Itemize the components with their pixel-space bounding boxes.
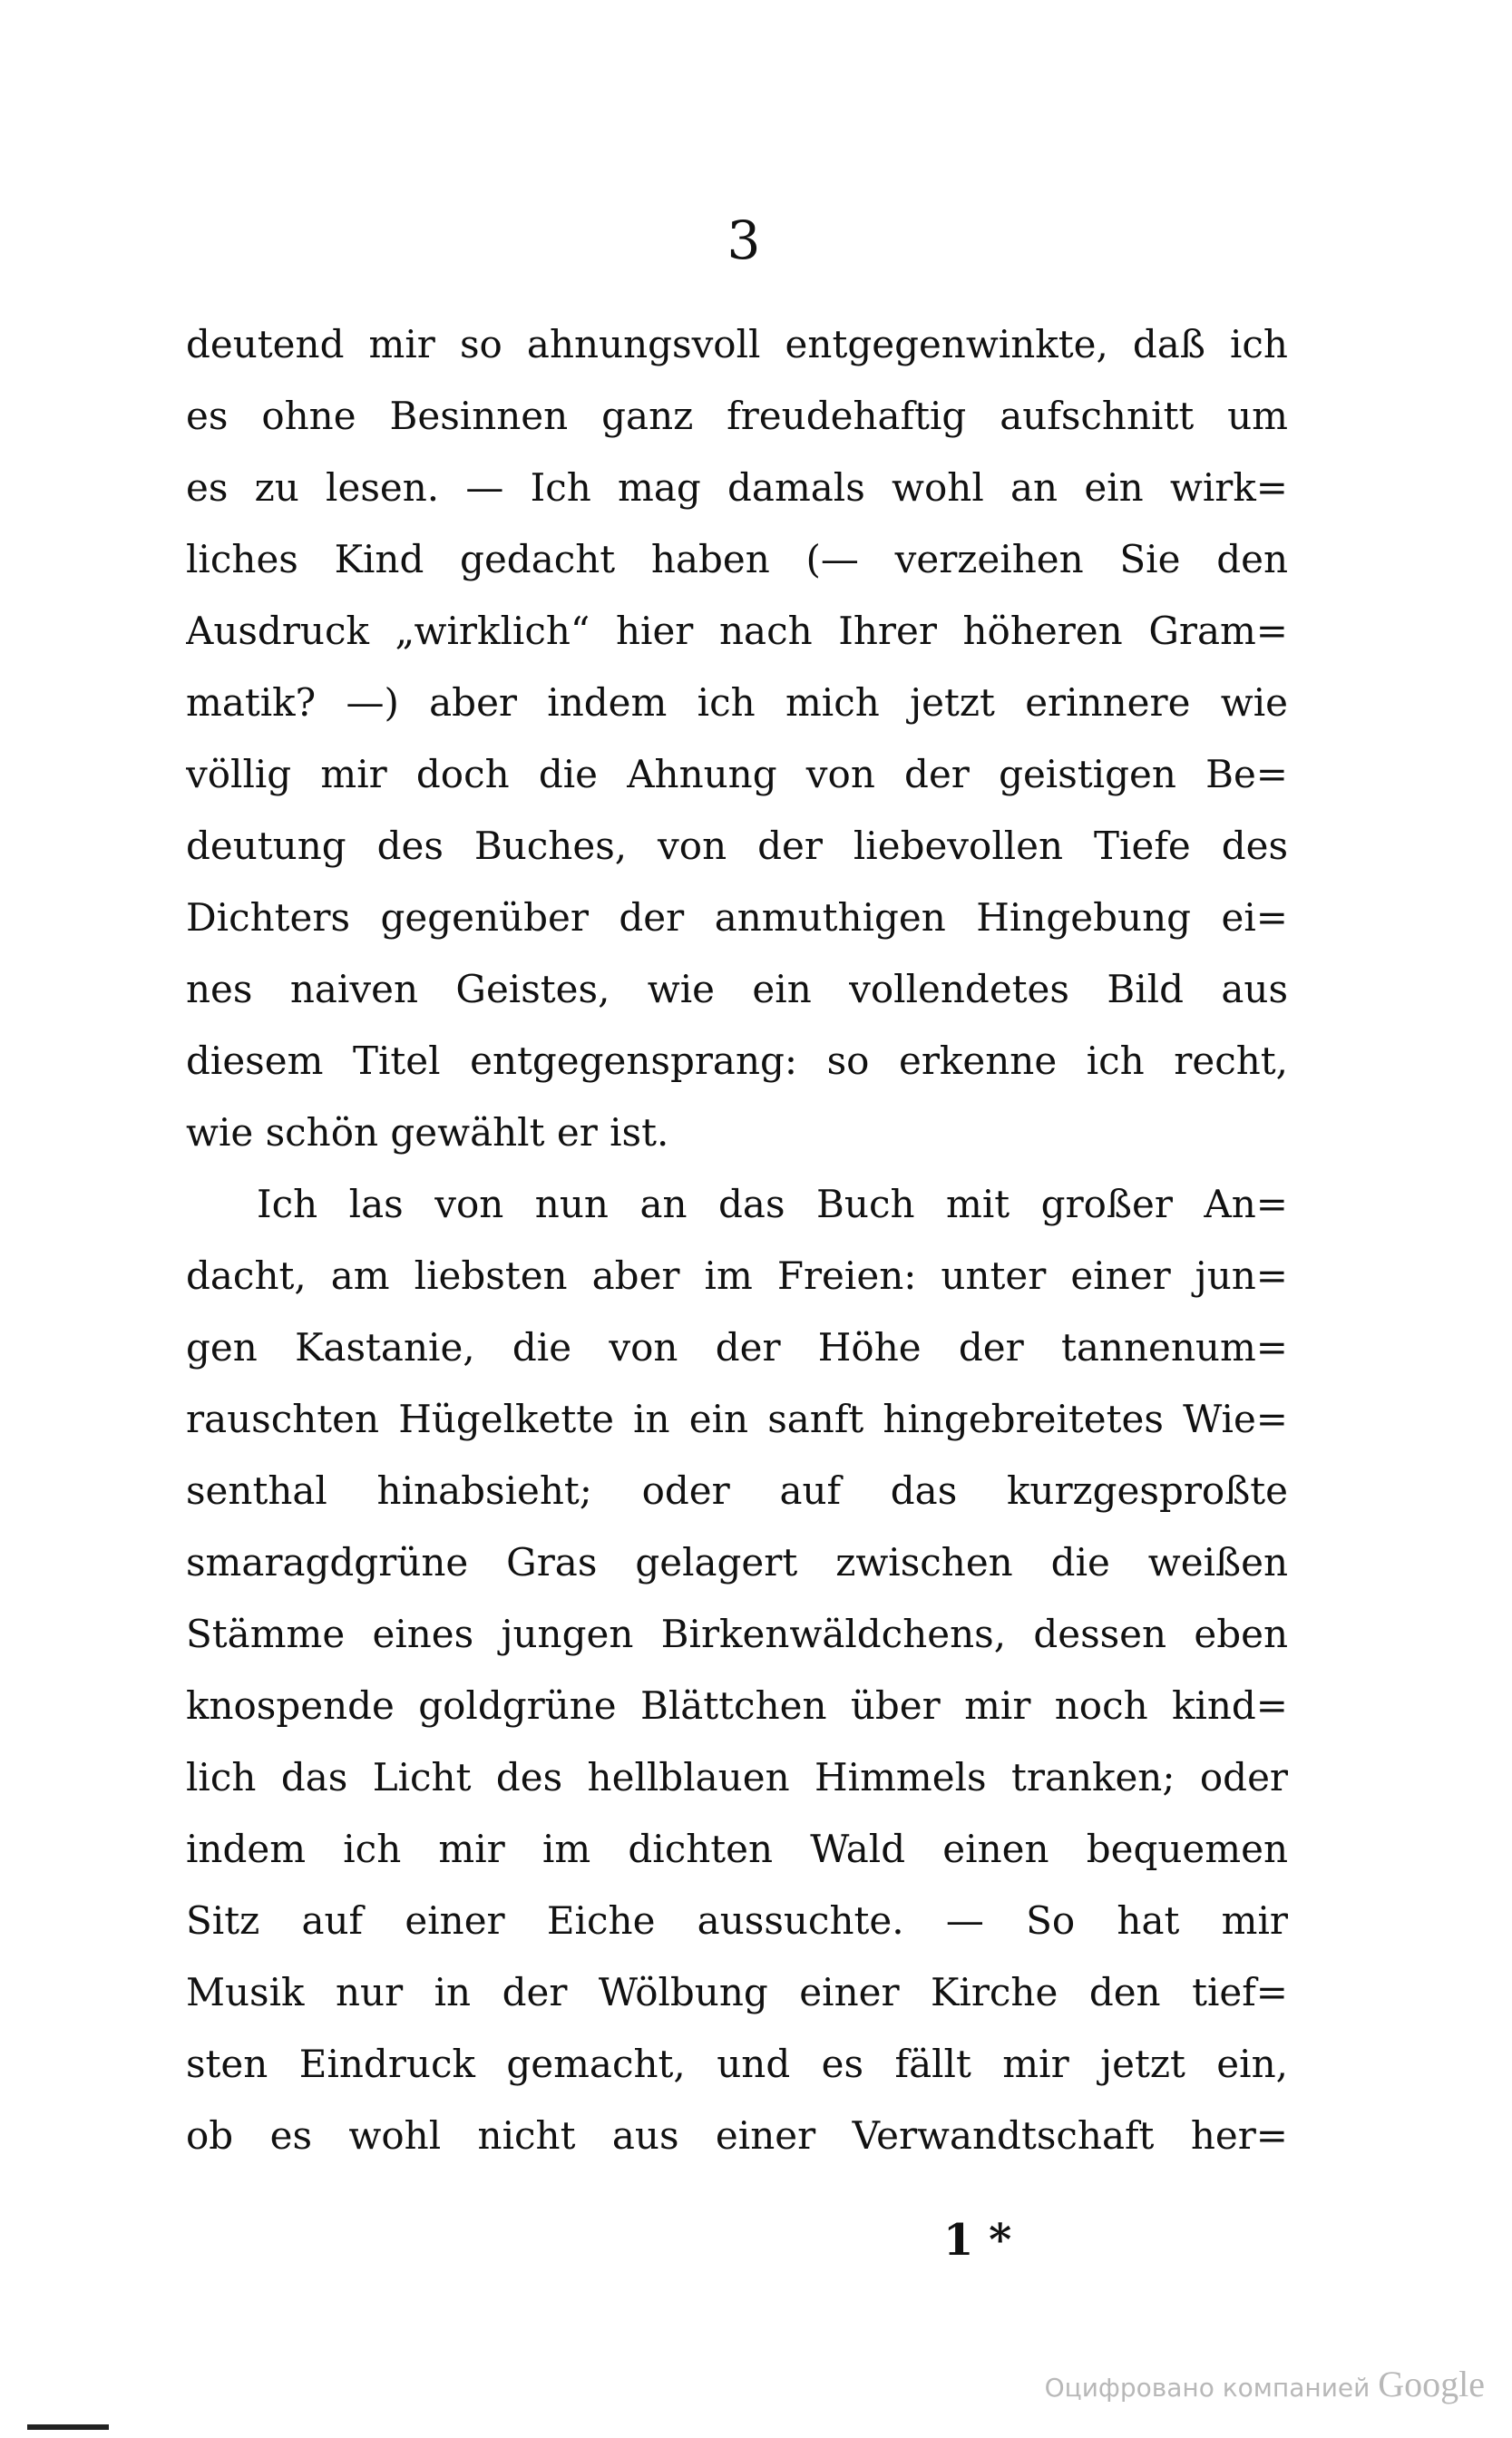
text-line: nes naiven Geistes, wie ein vollendetes Bild aus — [186, 967, 1288, 1011]
text-line: völlig mir doch die Ahnung von der geistigen Be= — [186, 752, 1288, 796]
text-line: lich das Licht des hellblauen Himmels tranken; oder — [186, 1755, 1288, 1799]
text-line: matik? —) aber indem ich mich jetzt erinnere wie — [186, 680, 1288, 725]
text-line: liches Kind gedacht haben (— verzeihen Sie den — [186, 537, 1288, 581]
watermark-brand: Google — [1378, 2364, 1485, 2404]
text-line: senthal hinabsieht; oder auf das kurzgesproßte — [186, 1468, 1288, 1513]
text-line: es zu lesen. — Ich mag damals wohl an ein wirk= — [186, 465, 1288, 510]
text-line: gen Kastanie, die von der Höhe der tannenum= — [186, 1325, 1288, 1370]
watermark-prefix: Оцифровано компанией — [1044, 2373, 1371, 2403]
text-line: smaragdgrüne Gras gelagert zwischen die weißen — [186, 1540, 1288, 1585]
text-line: dacht, am liebsten aber im Freien: unter einer jun= — [186, 1253, 1288, 1298]
text-line: indem ich mir im dichten Wald einen bequemen — [186, 1827, 1288, 1871]
text-line: deutung des Buches, von der liebevollen Tiefe des — [186, 824, 1288, 868]
text-line: diesem Titel entgegensprang: so erkenne ich recht, — [186, 1039, 1288, 1083]
text-line: rauschten Hügelkette in ein sanft hingebreitetes Wie= — [186, 1397, 1288, 1441]
body-text — [186, 308, 1288, 2171]
signature-mark: 1 * — [943, 2215, 1012, 2266]
text-line: knospende goldgrüne Blättchen über mir noch kind= — [186, 1683, 1288, 1728]
text-line: es ohne Besinnen ganz freudehaftig aufschnitt um — [186, 394, 1288, 438]
page-number: 3 — [727, 210, 761, 271]
text-line: sten Eindruck gemacht, und es fällt mir jetzt ein, — [186, 2042, 1288, 2086]
text-line: Musik nur in der Wölbung einer Kirche den tief= — [186, 1970, 1288, 2014]
paragraph-start-line: Ich las von nun an das Buch mit großer An= — [257, 1182, 1288, 1226]
paragraph-end-line: wie schön gewählt er ist. — [186, 1110, 669, 1155]
scan-edge-mark — [27, 2424, 109, 2430]
text-line: Ausdruck „wirklich“ hier nach Ihrer höheren Gram= — [186, 609, 1288, 653]
text-line: deutend mir so ahnungsvoll entgegenwinkte, daß ich — [186, 322, 1288, 366]
text-line: Dichters gegenüber der anmuthigen Hingebung ei= — [186, 895, 1288, 940]
text-line: ob es wohl nicht aus einer Verwandtschaft her= — [186, 2113, 1288, 2158]
text-line: Sitz auf einer Eiche aussuchte. — So hat mir — [186, 1898, 1288, 1943]
text-line: Stämme eines jungen Birkenwäldchens, dessen eben — [186, 1612, 1288, 1656]
digitization-watermark — [1045, 2363, 1485, 2405]
